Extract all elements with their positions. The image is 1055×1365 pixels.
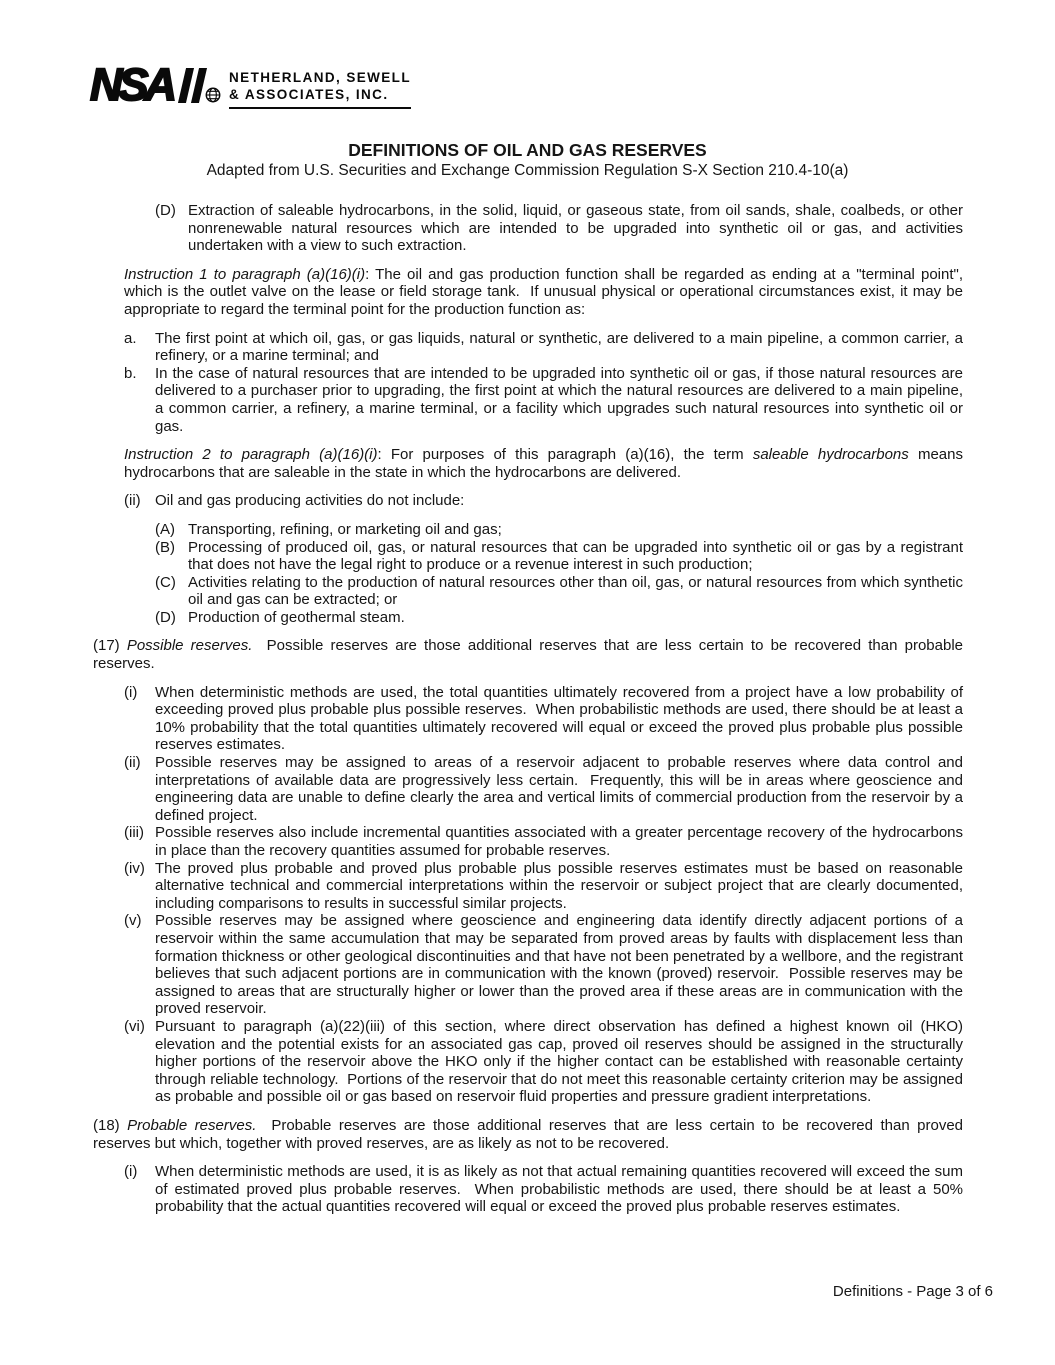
list-item xyxy=(124,330,963,365)
list-item-label: (iii) xyxy=(124,824,144,842)
text-segment: The first point at which oil, gas, or gas liquids, natural or synthetic, are delivered to a main pipeline, a common carrier, a refinery, or a marine terminal; and xyxy=(155,329,963,365)
list-item-label: (i) xyxy=(124,683,138,701)
paragraph xyxy=(124,446,963,481)
list-item-text xyxy=(155,824,963,859)
list-item-label: (v) xyxy=(124,912,142,930)
list-item xyxy=(124,824,963,859)
list-item xyxy=(155,609,963,627)
company-name-line1: NETHERLAND, SEWELL xyxy=(229,70,411,85)
list-item xyxy=(155,521,963,539)
list-item xyxy=(124,754,963,824)
list-item-text xyxy=(155,912,963,1018)
list-item-text xyxy=(155,492,963,510)
text-segment-italic: Possible reserves. xyxy=(126,637,253,655)
list-item-text xyxy=(155,1018,963,1106)
nsai-logo-bars xyxy=(182,68,203,103)
text-segment: Extraction of saleable hydrocarbons, in the solid, liquid, or gaseous state, from oil sands, shale, coalbeds, or other nonrenewable natural resources which are intended to be upgraded into synthetic oil or gas, and activities undertaken with a view to such extraction. xyxy=(188,202,963,255)
text-segment-italic: Instruction 2 to paragraph (a)(16)(i) xyxy=(124,446,378,464)
paragraph xyxy=(124,266,963,319)
text-segment-italic: saleable hydrocarbons xyxy=(752,446,909,464)
list-item-text xyxy=(188,574,963,609)
list-item xyxy=(124,1018,963,1106)
document-body xyxy=(0,202,1055,1216)
list-item xyxy=(124,912,963,1018)
list-item xyxy=(155,574,963,609)
text-segment: Pursuant to paragraph (a)(22)(iii) of this section, where direct observation has defined a highest known oil (HKO) elevation and the potential exists for an associated gas cap, proved oil reserves should be assigned in the structurally higher portions of the reservoir above the HKO only if the higher contact can be established with reasonable certainty through reliable technology. Portions of the reservoir that do not meet this reasonable certainty criterion may be assigned as probable and possible oil or gas based on reservoir fluid properties and pressure gradient interpretations. xyxy=(155,1017,963,1106)
page-footer: Definitions - Page 3 of 6 xyxy=(832,1283,993,1300)
text-segment: Possible reserves may be assigned to areas of a reservoir adjacent to probable reserves where data control and interpretations of available data are progressively less certain. Frequently, this will be in areas where geoscience and engineering data are unable to define clearly the area and vertical limits of commercial production from the reservoir by a defined project. xyxy=(155,754,963,824)
text-segment: Possible reserves may be assigned where geoscience and engineering data identify directly adjacent portions of a reservoir within the same accumulation that may be separated from proved areas by faults with displacement less than formation thickness or other geological discontinuities and that have not been penetrated by a wellbore, and the registrant believes that such adjacent portions are in communication with the known (proved) reservoir. Possible reserves may be assigned to areas that are structurally higher or lower than the proved area if these areas are in communication with the proved reservoir. xyxy=(155,912,963,1018)
text-segment: Possible reserves are those additional reserves that are less certain to be recovered than probable reserves. xyxy=(93,637,963,673)
list-item-label: b. xyxy=(124,364,137,382)
text-segment: Oil and gas producing activities do not include: xyxy=(155,492,465,510)
text-segment-italic: Probable reserves. xyxy=(127,1116,257,1134)
text-segment: The proved plus probable and proved plus probable plus possible reserves estimates must be based on reasonable alternative technical and commercial interpretations within the reservoir or subject project that are clearly documented, including comparisons to results in successful similar projects. xyxy=(155,859,963,912)
list-item-label: a. xyxy=(124,329,137,347)
page-subtitle: Adapted from U.S. Securities and Exchange Commission Regulation S-X Section 210.4-10(a) xyxy=(206,162,849,179)
list-item xyxy=(124,1163,963,1216)
list-item-text xyxy=(188,521,963,539)
list-item-label: (i) xyxy=(124,1163,138,1181)
page-header xyxy=(0,0,1055,109)
list-item-text xyxy=(155,684,963,754)
globe-icon xyxy=(205,87,221,108)
list-item-text xyxy=(155,365,963,435)
text-segment: When deterministic methods are used, the total quantities ultimately recovered from a project have a low probability of exceeding proved plus probable plus possible reserves. When probabilistic methods are used, there should be at least a 10% probability that the total quantities ultimately recovered will equal or exceed the proved plus probable plus possible reserves estimates. xyxy=(155,683,963,754)
list-item-text xyxy=(155,330,963,365)
page-title: DEFINITIONS OF OIL AND GAS RESERVES xyxy=(348,140,707,160)
list-item-text xyxy=(188,539,963,574)
nsai-logo-acronym: NSA xyxy=(90,59,174,110)
list-item xyxy=(124,860,963,913)
text-segment: (18) xyxy=(93,1116,128,1134)
text-segment: : The oil and gas production function shall be regarded as ending at a "terminal point", which is the outlet valve on the lease or field storage tank. If unusual physical or operational circumstances exist, it may be appropriate to regard the terminal point for the production function as: xyxy=(124,265,963,318)
company-underline xyxy=(229,107,411,109)
list-item-text xyxy=(188,609,963,627)
list-item-label: (ii) xyxy=(124,492,141,510)
text-segment: Production of geothermal steam. xyxy=(188,608,405,626)
list-item xyxy=(124,365,963,435)
list-item-label: (B) xyxy=(155,538,175,556)
paragraph xyxy=(93,637,963,672)
text-segment: Probable reserves are those additional reserves that are less certain to be recovered than proved reserves but which, together with proved reserves, are as likely as not to be recovered. xyxy=(93,1116,964,1152)
list-item-label: (C) xyxy=(155,573,176,591)
text-segment: (17) xyxy=(93,637,127,655)
text-segment: Activities relating to the production of natural resources other than oil, gas, or natural resources from which synthetic oil and gas can be extracted; or xyxy=(188,573,963,609)
list-item-label: (D) xyxy=(155,202,176,219)
list-item-label: (vi) xyxy=(124,1017,145,1035)
list-item-label: (D) xyxy=(155,608,176,626)
text-segment: In the case of natural resources that are intended to be upgraded into synthetic oil or gas, if those natural resources are delivered to a purchaser prior to upgrading, the first point at which the natural resources are delivered to a main pipeline, a common carrier, a refinery, a marine terminal, or a facility which upgrades such natural resources into synthetic oil or gas. xyxy=(155,364,963,435)
text-segment: means hydrocarbons that are saleable in the state in which the hydrocarbons are delivered. xyxy=(124,446,963,481)
list-item xyxy=(155,202,963,255)
nsai-logo xyxy=(90,59,1055,110)
list-item-label: (A) xyxy=(155,520,175,538)
list-item-text xyxy=(155,860,963,913)
text-segment: Transporting, refining, or marketing oil and gas; xyxy=(188,520,502,538)
list-item-text xyxy=(155,754,963,824)
text-segment: When deterministic methods are used, it is as likely as not that actual remaining quantities recovered will exceed the sum of estimated proved plus probable reserves. When probabilistic methods are used, there should be at least a 50% probability that the actual quantities recovered will equal or exceed the proved plus probable reserves estimates. xyxy=(155,1163,963,1216)
list-item xyxy=(155,539,963,574)
list-item-text xyxy=(188,202,963,255)
list-item-label: (ii) xyxy=(124,754,141,772)
text-segment-italic: Instruction 1 to paragraph (a)(16)(i) xyxy=(124,265,366,283)
text-segment: Processing of produced oil, gas, or natural resources that can be upgraded into synthetic oil or gas by a registrant that does not have the legal right to produce or a revenue interest in such production; xyxy=(188,538,963,574)
company-name-line2: & ASSOCIATES, INC. xyxy=(229,87,389,102)
text-segment: Possible reserves also include incremental quantities associated with a greater percentage recovery of the hydrocarbons in place than the recovery quantities assumed for probable reserves. xyxy=(155,824,963,859)
nsai-logo-mark xyxy=(90,59,223,110)
list-item xyxy=(124,492,963,510)
company-name-block xyxy=(229,66,411,109)
list-item-text xyxy=(155,1163,963,1216)
list-item xyxy=(124,684,963,754)
text-segment: : For purposes of this paragraph (a)(16), the term xyxy=(377,446,753,464)
list-item-label: (iv) xyxy=(124,859,145,877)
paragraph xyxy=(93,1117,963,1152)
